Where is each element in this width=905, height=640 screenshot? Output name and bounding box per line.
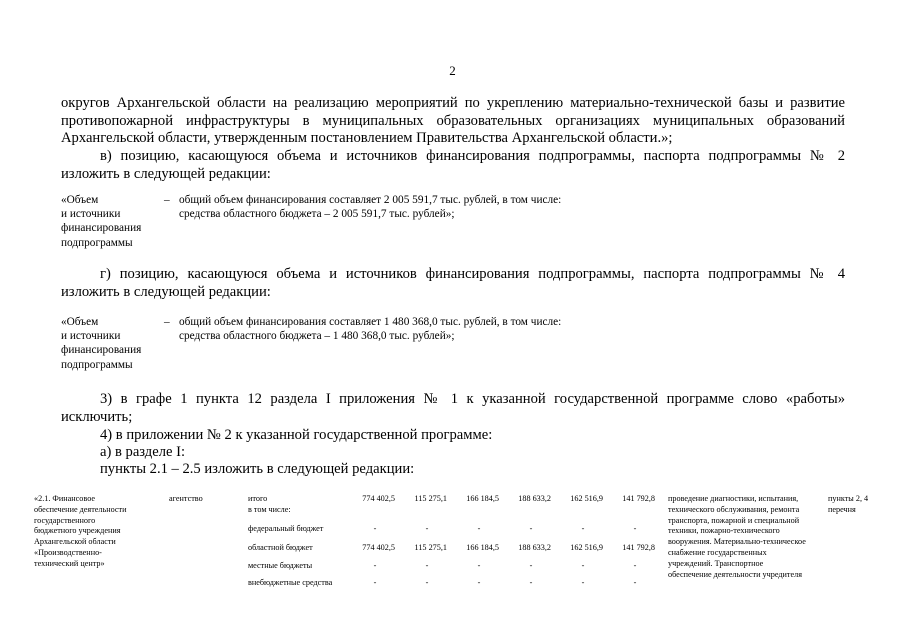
passport-text: [179, 315, 659, 343]
table-cell: -: [633, 578, 637, 587]
text-line: «Объем: [61, 316, 99, 328]
passport-text: [179, 193, 659, 221]
text-line: «Производственно-: [34, 547, 102, 557]
text-line: подпрограммы: [61, 358, 133, 371]
text-line: в) позицию, касающуюся объема и источников финансирования подпрограммы, паспорта подпрограммы № 2: [100, 148, 845, 164]
table-row-label: федеральный бюджет: [248, 524, 324, 533]
text-line: подпрограммы: [61, 236, 133, 249]
table-cell: -: [477, 524, 481, 533]
table-cell: 162 516,9: [570, 543, 603, 552]
table-row-label: областной бюджет: [248, 543, 313, 552]
paragraph-4: [61, 391, 845, 426]
table-cell: 774 402,5: [362, 494, 395, 503]
table-cell: 141 792,8: [622, 494, 655, 503]
table-cell: -: [529, 561, 533, 570]
text-line: противопожарной инфраструктуры в муниципальных образовательных организациях муниципальных образований: [61, 112, 845, 129]
text-line: технического обслуживания, ремонта: [668, 504, 800, 514]
paragraph-7: [61, 461, 845, 479]
text-line: 4) в приложении № 2 к указанной государственной программе:: [100, 427, 493, 443]
table-expected-result: [668, 494, 820, 580]
text-line: вооружения. Материально-техническое: [668, 537, 806, 547]
text-line: «2.1. Финансовое: [34, 494, 96, 503]
table-cell: -: [581, 578, 585, 587]
table-cell: -: [477, 561, 481, 570]
text-line: государственного: [34, 515, 96, 525]
text-line: учреждений. Транспортное: [668, 558, 764, 568]
paragraph-6: [61, 444, 845, 462]
table-cell: 115 275,1: [414, 494, 447, 503]
text-line: и источники: [61, 208, 121, 221]
table-cell: 141 792,8: [622, 543, 655, 552]
table-cell: -: [373, 561, 377, 570]
text-line: пункты 2.1 – 2.5 изложить в следующей редакции:: [100, 461, 415, 477]
table-cell: 166 184,5: [466, 543, 499, 552]
table-cell: 115 275,1: [414, 543, 447, 552]
table-cell: -: [425, 578, 429, 587]
text-line: итого: [248, 494, 268, 503]
passport-dash: –: [164, 316, 170, 328]
text-line: пункты 2, 4: [828, 494, 869, 503]
text-line: изложить в следующей редакции:: [61, 165, 271, 182]
text-line: финансирования: [61, 222, 142, 235]
table-row-label: внебюджетные средства: [248, 578, 333, 587]
text-line: исключить;: [61, 408, 133, 425]
table-cell: -: [529, 524, 533, 533]
table-cell: -: [425, 524, 429, 533]
table-cell: -: [581, 524, 585, 533]
text-line: бюджетного учреждения: [34, 526, 121, 536]
table-row-label: [248, 494, 291, 516]
table-cell: -: [581, 561, 585, 570]
paragraph-3: [61, 266, 845, 301]
table-cell: -: [373, 578, 377, 587]
table-cell: -: [425, 561, 429, 570]
text-line: средства областного бюджета – 2 005 591,7 тыс. рублей»;: [179, 208, 455, 221]
table-row-label: местные бюджеты: [248, 561, 313, 570]
text-line: округов Архангельской области на реализацию мероприятий по укреплению материально-технической базы и развитие: [61, 95, 845, 111]
text-line: средства областного бюджета – 1 480 368,0 тыс. рублей»;: [179, 330, 455, 343]
table-cell: -: [529, 578, 533, 587]
text-line: обеспечение деятельности: [34, 504, 127, 514]
paragraph-5: [61, 427, 845, 445]
table-cell: 774 402,5: [362, 543, 395, 552]
text-line: техники, пожарно-технического: [668, 526, 780, 536]
text-line: технический центр»: [34, 558, 105, 568]
text-line: а) в разделе I:: [100, 444, 186, 460]
table-cell: -: [633, 524, 637, 533]
text-line: общий объем финансирования составляет 1 480 368,0 тыс. рублей, в том числе:: [179, 316, 562, 328]
text-line: перечня: [828, 504, 856, 514]
table-cell: 188 633,2: [518, 494, 551, 503]
table-reference: [828, 494, 888, 516]
text-line: изложить в следующей редакции:: [61, 283, 271, 300]
paragraph-1: [61, 95, 845, 148]
table-activity-name: [34, 494, 164, 570]
paragraph-2: [61, 148, 845, 183]
text-line: снабжение государственных: [668, 547, 767, 557]
text-line: 3) в графе 1 пункта 12 раздела I приложения № 1 к указанной государственной программе слово «работы»: [100, 391, 845, 407]
table-cell: -: [633, 561, 637, 570]
table-cell: -: [477, 578, 481, 587]
text-line: обеспечение деятельности учредителя: [668, 569, 802, 579]
text-line: общий объем финансирования составляет 2 005 591,7 тыс. рублей, в том числе:: [179, 194, 562, 206]
text-line: Архангельской области, утвержденным постановлением Правительства Архангельской области.»;: [61, 130, 673, 147]
text-line: «Объем: [61, 194, 99, 206]
table-cell: 188 633,2: [518, 543, 551, 552]
page-number: 2: [449, 63, 456, 78]
text-line: транспорта, пожарной и специальной: [668, 515, 800, 525]
text-line: финансирования: [61, 344, 142, 357]
table-executor: агентство: [169, 494, 203, 503]
passport-label: [61, 315, 161, 372]
passport-dash: –: [164, 194, 170, 206]
table-cell: 166 184,5: [466, 494, 499, 503]
table-cell: -: [373, 524, 377, 533]
text-line: проведение диагностики, испытания,: [668, 494, 799, 503]
passport-label: [61, 193, 161, 250]
text-line: Архангельской области: [34, 537, 116, 547]
text-line: и источники: [61, 330, 121, 343]
text-line: г) позицию, касающуюся объема и источников финансирования подпрограммы, паспорта подпрограммы № 4: [100, 266, 845, 282]
text-line: в том числе:: [248, 504, 291, 514]
table-cell: 162 516,9: [570, 494, 603, 503]
